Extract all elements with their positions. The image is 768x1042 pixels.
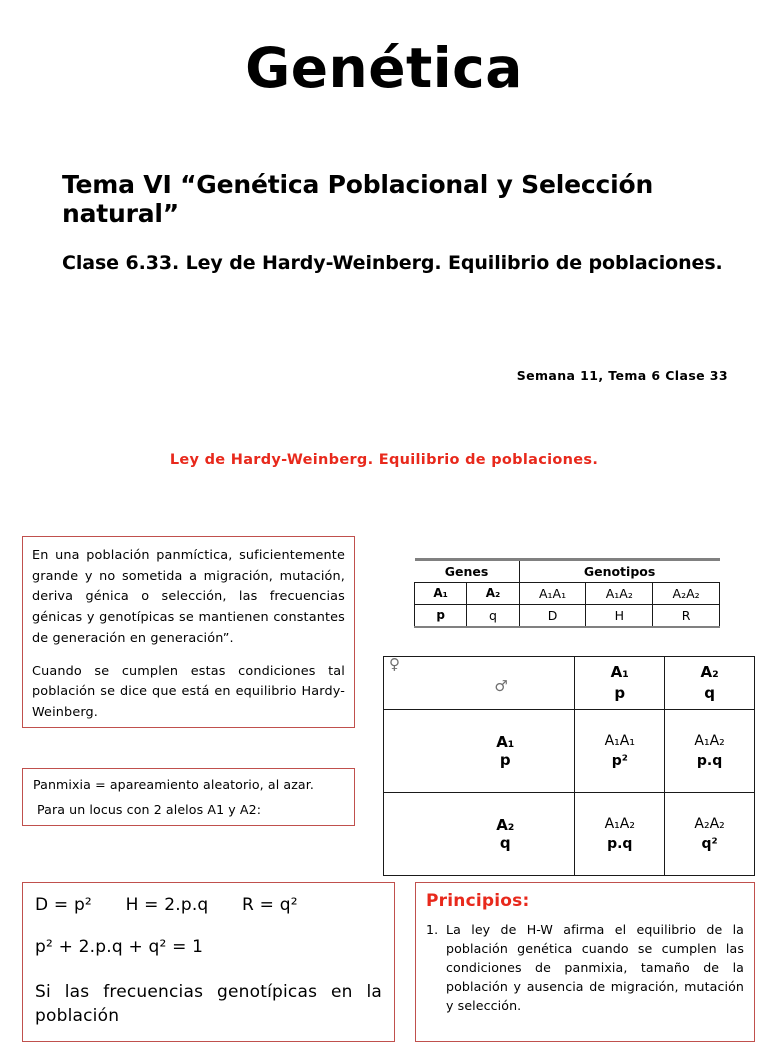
- cell-genotype-a2a2: A₂A₂: [653, 583, 720, 605]
- punnett-col-header-a1-allele: A₁: [610, 663, 629, 681]
- male-symbol-icon: ♂: [494, 677, 508, 695]
- genes-genotipos-table: [414, 558, 720, 628]
- formula-trailing-sentence: Si las frecuencias genotípicas en la población: [35, 981, 382, 1027]
- punnett-corner-cell: [384, 657, 575, 710]
- punnett-row-header-a1-freq: p: [499, 751, 511, 769]
- punnett-cell-a1-a1: [575, 710, 665, 793]
- cell-freq-q: q: [467, 605, 519, 628]
- punnett-cell-a1-a2-genotype: A₁A₂: [694, 732, 725, 749]
- female-symbol-icon: ♀: [389, 655, 400, 673]
- panmixia-definition: Panmixia = apareamiento aleatorio, al azar.: [33, 777, 314, 792]
- formula-box: [22, 882, 395, 1042]
- punnett-col-header-a2-freq: q: [704, 684, 715, 702]
- cell-freq-h: H: [586, 605, 653, 628]
- list-item: [426, 921, 744, 1015]
- genotipos-group-header: Genotipos: [519, 560, 719, 583]
- table-row-frequencies: [415, 605, 720, 628]
- punnett-row-a1: [384, 710, 755, 793]
- punnett-cell-a1-a1-genotype: A₁A₁: [604, 732, 635, 749]
- genes-group-header: Genes: [415, 560, 520, 583]
- formula-hardy-weinberg-equation: p² + 2.p.q + q² = 1: [35, 937, 204, 958]
- table-row-group-headers: [415, 560, 720, 583]
- panmixia-locus-note: Para un locus con 2 alelos A1 y A2:: [37, 802, 262, 818]
- definition-box: [22, 536, 355, 728]
- semana-label: Semana 11, Tema 6 Clase 33: [516, 368, 728, 383]
- punnett-header-row: [384, 657, 755, 710]
- punnett-cell-a1-a1-frequency: p²: [611, 753, 628, 769]
- definition-paragraph-2: Cuando se cumplen estas condiciones tal población se dice que está en equilibrio Hardy-Weinberg.: [32, 663, 345, 721]
- panmixia-box: [22, 768, 355, 826]
- page-title: Genética: [245, 36, 523, 100]
- punnett-row-header-a2-freq: q: [499, 834, 511, 852]
- punnett-row-a2: [384, 793, 755, 876]
- punnett-cell-a1-a2: [665, 710, 755, 793]
- punnett-cell-a1-a2-frequency: p.q: [696, 753, 723, 769]
- punnett-cell-a2-a1-frequency: p.q: [607, 836, 633, 852]
- principio-text: La ley de H-W afirma el equilibrio de la población genética cuando se cumplen las condiciones de panmixia, tamaño de la población y ausencia de migración, mutación y selección.: [446, 922, 744, 1013]
- punnett-row-header-a1: [384, 710, 575, 793]
- cell-freq-d: D: [519, 605, 586, 628]
- punnett-square-table: [383, 656, 755, 876]
- table-row-symbols: [415, 583, 720, 605]
- cell-freq-r: R: [653, 605, 720, 628]
- punnett-col-header-a1-freq: p: [614, 684, 626, 702]
- punnett-row-header-a1-allele: A₁: [496, 733, 515, 751]
- cell-genotype-a1a2: A₁A₂: [586, 583, 653, 605]
- formula-genotype-frequencies: D = p² H = 2.p.q R = q²: [35, 895, 298, 915]
- punnett-col-header-a2: [665, 657, 755, 710]
- principios-title: Principios:: [426, 891, 530, 911]
- punnett-col-header-a1: [575, 657, 665, 710]
- punnett-cell-a2-a2-frequency: q²: [701, 836, 718, 852]
- punnett-row-header-a2-allele: A₂: [496, 816, 515, 834]
- punnett-cell-a2-a2: [665, 793, 755, 876]
- cell-freq-p: p: [415, 605, 467, 628]
- punnett-cell-a2-a1: [575, 793, 665, 876]
- cell-allele-a1: A₁: [415, 583, 467, 605]
- section-heading-hardy-weinberg: Ley de Hardy-Weinberg. Equilibrio de poblaciones.: [169, 452, 599, 468]
- punnett-cell-a2-a2-genotype: A₂A₂: [694, 815, 725, 832]
- punnett-cell-a2-a1-genotype: A₁A₂: [604, 815, 635, 832]
- principio-number: 1.: [426, 922, 439, 937]
- subtitle-clase: Clase 6.33. Ley de Hardy-Weinberg. Equilibrio de poblaciones.: [62, 252, 723, 274]
- subtitle-tema: Tema VI “Genética Poblacional y Selección natural”: [62, 170, 654, 228]
- cell-allele-a2: A₂: [467, 583, 519, 605]
- cell-genotype-a1a1: A₁A₁: [519, 583, 586, 605]
- punnett-col-header-a2-allele: A₂: [700, 663, 719, 681]
- principios-box: [415, 882, 755, 1042]
- definition-paragraph-1: En una población panmíctica, suficientemente grande y no sometida a migración, mutación, deriva génica o selección, las frecuencias génicas y genotípicas se mantienen constantes de generación en generación”.: [32, 548, 345, 646]
- punnett-row-header-a2: [384, 793, 575, 876]
